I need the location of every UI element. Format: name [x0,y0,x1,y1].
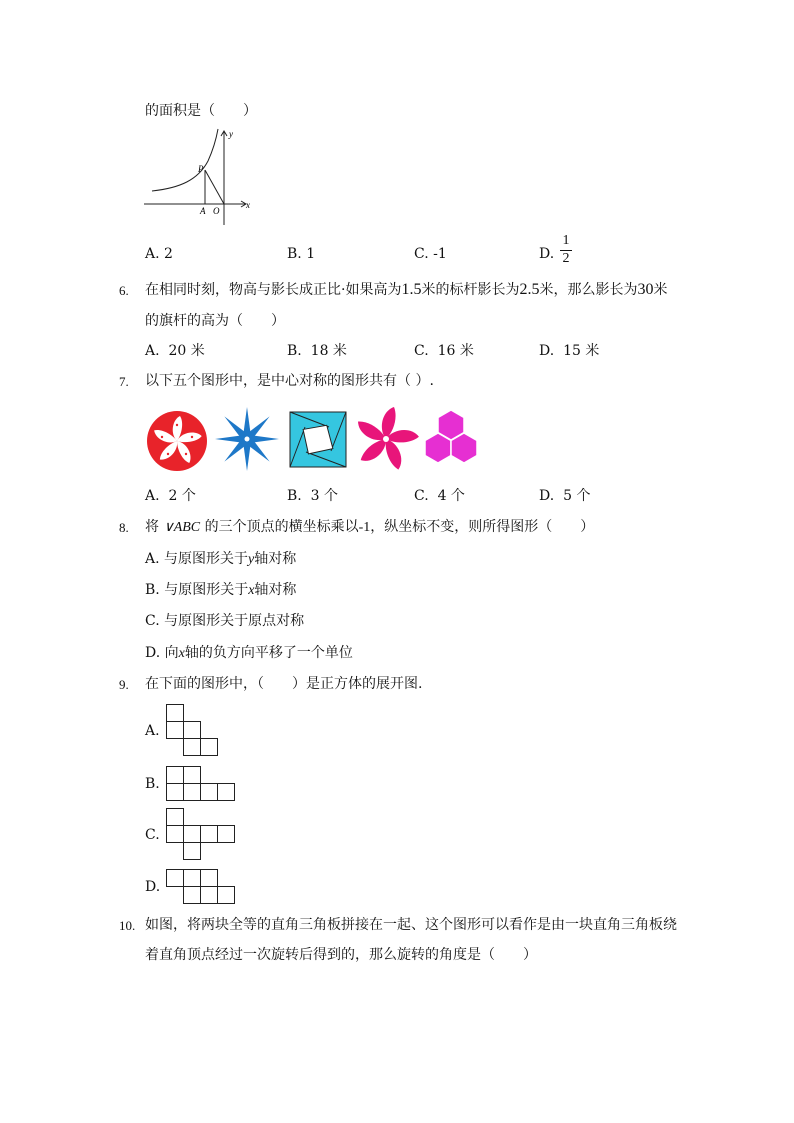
q5-option-c[interactable]: C. -1 [414,246,447,262]
q5-y-label: y [229,129,233,139]
q5-x-label: x [246,200,250,210]
q9-stem: 在下面的图形中，（ ）是正方体的展开图. [145,676,423,692]
q9-option-b-net[interactable] [166,766,240,804]
q7-figure-magenta-hexagons [420,408,482,470]
q9-option-a-net[interactable] [166,704,220,758]
q7-option-c[interactable]: C. 4 个 [414,488,465,504]
q5-option-d-fraction: $\frac{1}{2}$ [560,234,572,266]
q5-option-a[interactable]: A. 2 [145,246,173,262]
q8-option-b[interactable]: B. 与原图形关于x轴对称 [145,582,297,598]
q7-stem: 以下五个图形中，是中心对称的图形共有（ ）. [145,373,434,389]
q6-option-b[interactable]: B. 18 米 [287,343,347,359]
q9-option-d-net[interactable] [166,869,240,907]
q5-option-d[interactable]: D. [539,246,555,262]
q8-option-c[interactable]: C. 与原图形关于原点对称 [145,613,305,629]
q8-number: 8. [119,520,129,535]
q9-option-c-label[interactable]: C. [145,827,160,843]
q5-origin-label: O [213,206,220,216]
q5-option-b[interactable]: B. 1 [287,246,316,262]
q5-point-a: A [200,206,206,216]
q7-figure-cyan-square [289,411,347,468]
q8-option-d[interactable]: D. 向x轴的负方向平移了一个单位 [145,645,353,661]
q7-figure-bauhinia-emblem [146,410,208,472]
q9-number: 9. [119,677,129,692]
q6-number: 6. [119,283,129,298]
q7-figure-blue-star [215,406,279,472]
q6-option-d[interactable]: D. 15 米 [539,343,600,359]
q9-option-a-label[interactable]: A. [145,723,160,739]
q9-option-b-label[interactable]: B. [145,776,160,792]
q6-stem-line2: 的旗杆的高为（ ） [145,313,285,329]
q6-option-c[interactable]: C. 16 米 [414,343,474,359]
q7-number: 7. [119,374,129,389]
q8-option-a[interactable]: A. 与原图形关于y轴对称 [145,551,297,567]
q10-stem-line2: 着直角顶点经过一次旋转后得到的，那么旋转的角度是（ ） [145,947,537,963]
q7-option-b[interactable]: B. 3 个 [287,488,339,504]
q9-option-c-net[interactable] [166,808,236,862]
q5-point-p: P [198,164,204,174]
q8-stem: 将 ∨ABC 的三个顶点的横坐标乘以-1，纵坐标不变，则所得图形（ ） [145,519,595,535]
q6-option-a[interactable]: A. 20 米 [145,343,205,359]
q7-option-a[interactable]: A. 2 个 [145,488,196,504]
q5-graph [140,125,260,230]
q6-stem-line1: 在相同时刻，物高与影长成正比·如果高为1.5米的标杆影长为2.5米，那么影长为30米 [145,281,668,298]
q10-stem-line1: 如图，将两块全等的直角三角板拼接在一起、这个图形可以看作是由一块直角三角板绕 [145,917,677,933]
q7-figure-pink-pinwheel [351,405,421,473]
q9-option-d-label[interactable]: D. [145,879,161,895]
q7-option-d[interactable]: D. 5 个 [539,488,591,504]
q5-stem-tail: 的面积是（ ） [145,103,257,119]
q10-number: 10. [119,918,136,933]
